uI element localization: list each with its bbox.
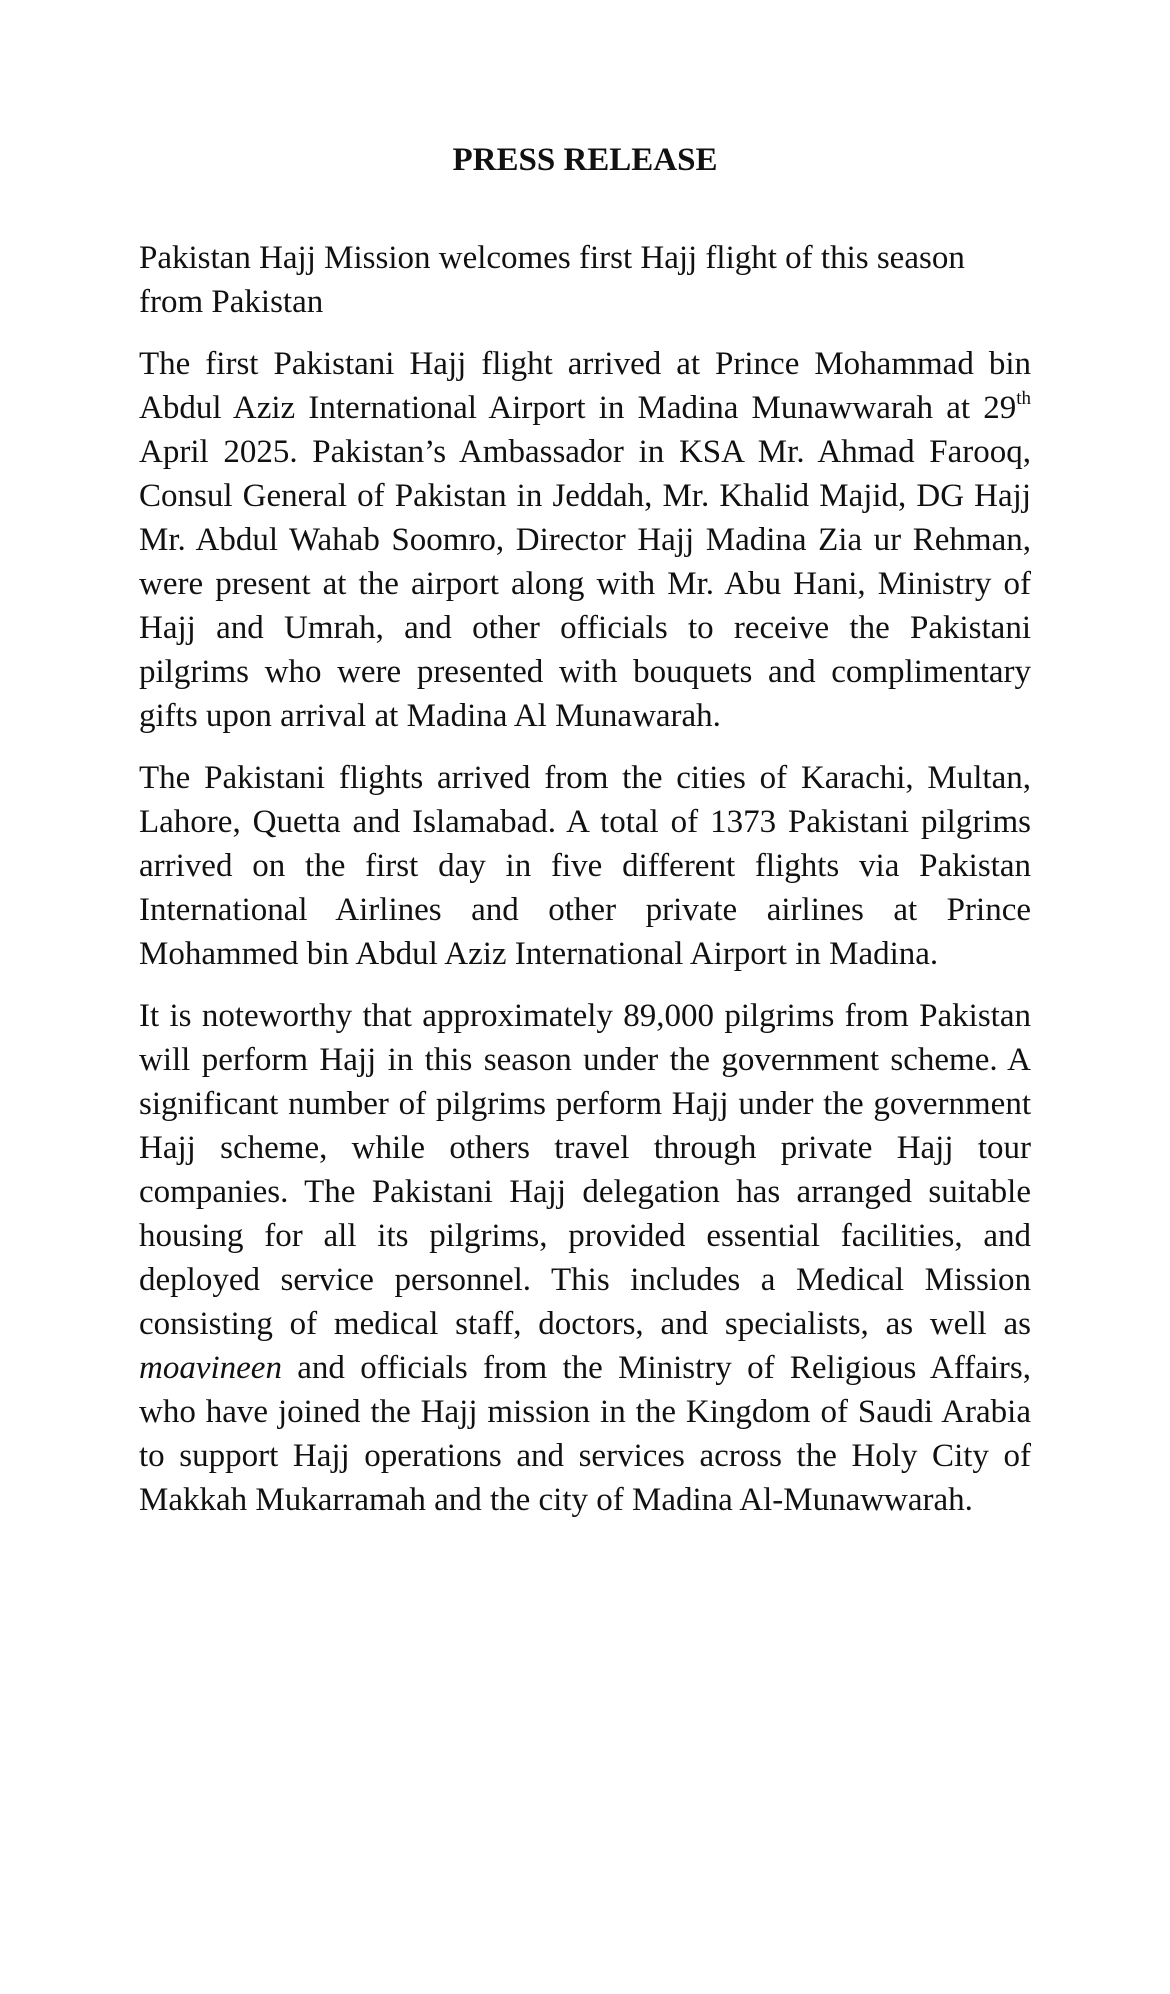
italic-term: moavineen: [139, 1350, 282, 1386]
paragraph-arrival-text-2: April 2025. Pakistan’s Ambassador in KSA Mr. Ahmad Farooq, Consul General of Pakistan in Jeddah, Mr. Khalid Majid, DG Hajj Mr. Abdul Wahab Soomro, Director Hajj Madina Zia ur Rehman, were present at the airport along with Mr. Abu Hani, Ministry of Hajj and Umrah, and other officials to receive the Pakistani pilgrims who were presented with bouquets and complimentary gifts upon arrival at Madina Al Munawarah.: [139, 434, 1031, 734]
paragraph-arrangements-text-2: and officials from the Ministry of Religious Affairs, who have joined the Hajj mission in the Kingdom of Saudi Arabia to support Hajj operations and services across the Holy City of Makkah Mukarramah and the city of Madina Al-Munawwarah.: [139, 1350, 1031, 1518]
headline: Pakistan Hajj Mission welcomes first Hajj flight of this season from Pakistan: [139, 240, 965, 320]
page-title: PRESS RELEASE: [452, 142, 718, 178]
press-release-page: [139, 138, 1031, 1540]
paragraph-arrangements: [139, 994, 1031, 1522]
paragraph-flights: The Pakistani flights arrived from the cities of Karachi, Multan, Lahore, Quetta and Islamabad. A total of 1373 Pakistani pilgrims arrived on the first day in five different flights via Pakistan International Airlines and other private airlines at Prince Mohammed bin Abdul Aziz International Airport in Madina.: [139, 760, 1031, 972]
paragraph-arrival-text-1: The first Pakistani Hajj flight arrived at Prince Mohammad bin Abdul Aziz International Airport in Madina Munawwarah at 29: [139, 346, 1031, 426]
paragraph-arrangements-text-1: It is noteworthy that approximately 89,000 pilgrims from Pakistan will perform Hajj in this season under the government scheme. A significant number of pilgrims perform Hajj under the government Hajj scheme, while others travel through private Hajj tour companies. The Pakistani Hajj delegation has arranged suitable housing for all its pilgrims, provided essential facilities, and deployed service personnel. This includes a Medical Mission consisting of medical staff, doctors, and specialists, as well as: [139, 998, 1031, 1342]
paragraph-arrival: [139, 342, 1031, 738]
ordinal-suffix: th: [1016, 388, 1031, 409]
